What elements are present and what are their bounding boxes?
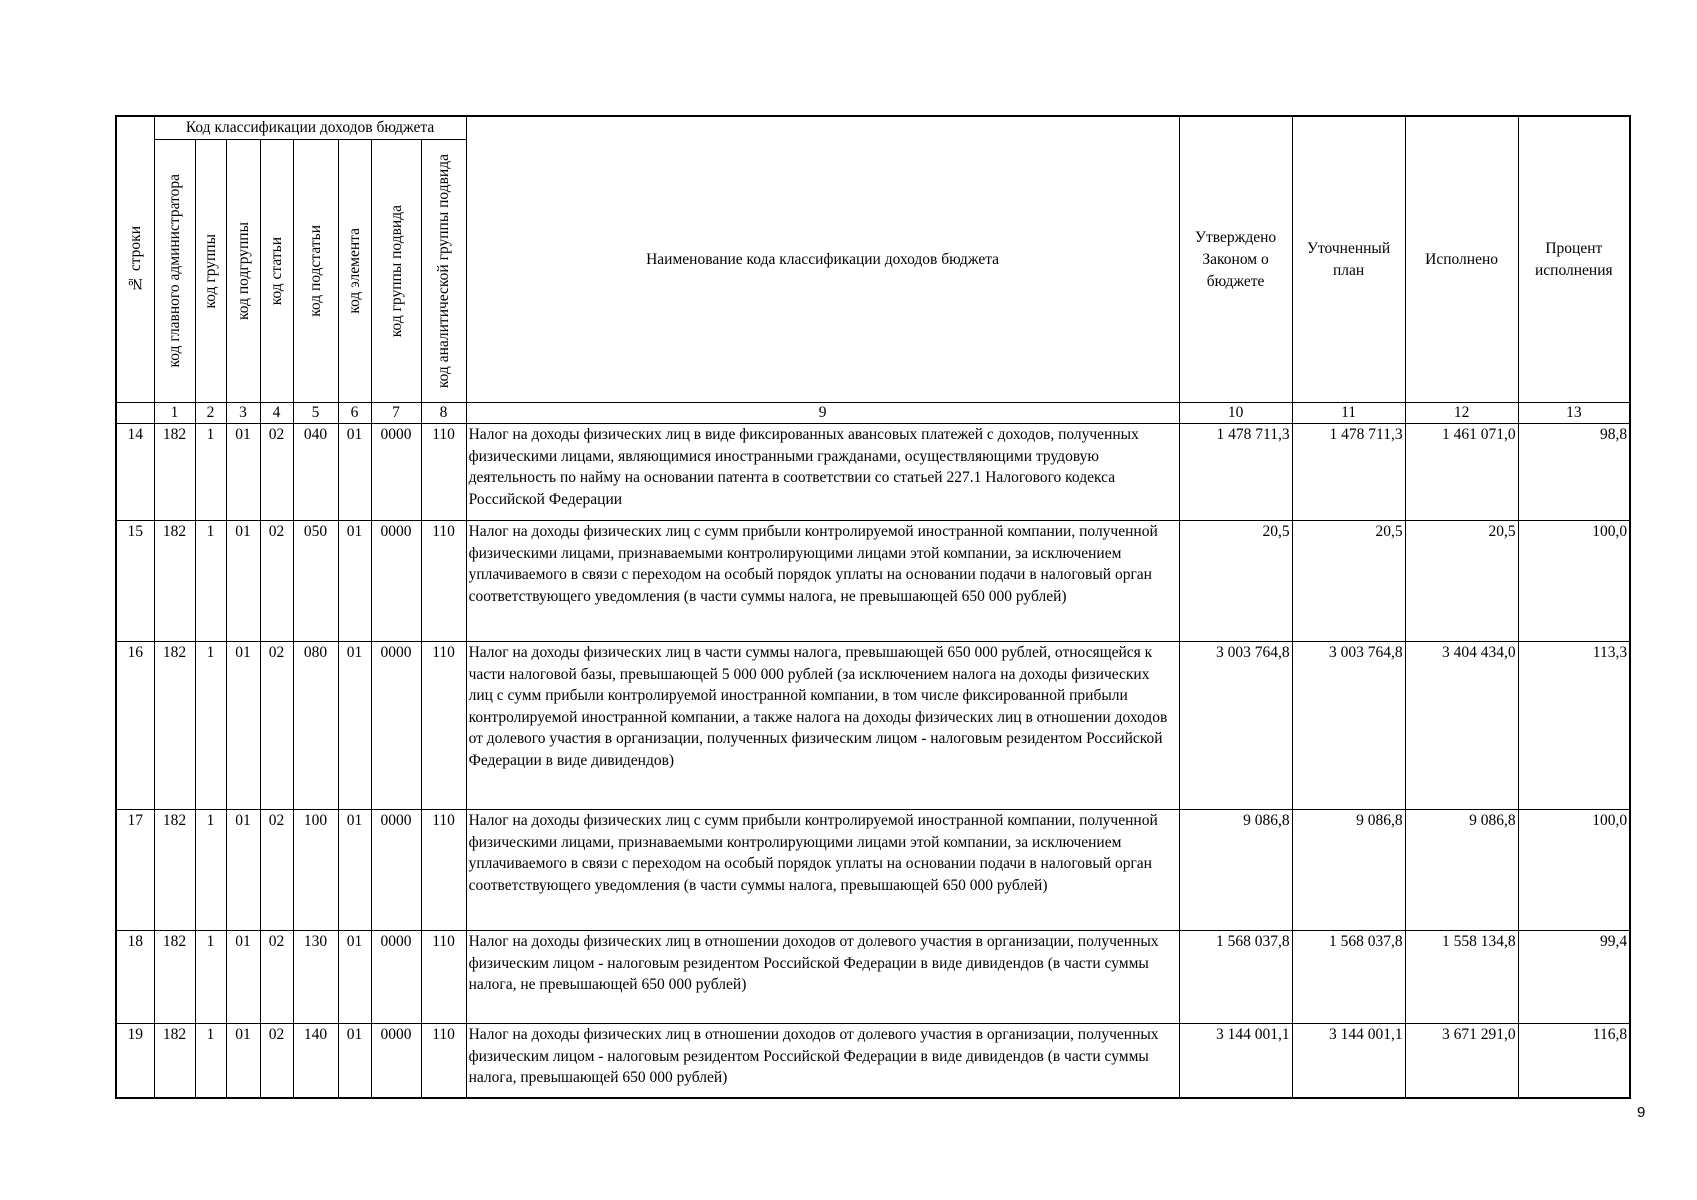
column-number: 12 xyxy=(1405,403,1518,424)
code-column-header: код элемента xyxy=(338,140,371,403)
classification-code-group-header: Код классификации доходов бюджета xyxy=(154,116,466,140)
subarticle-code-cell: 100 xyxy=(293,810,338,931)
refined-plan-cell: 9 086,8 xyxy=(1292,810,1405,931)
revenue-name-cell: Налог на доходы физических лиц в части суммы налога, превышающей 650 000 рублей, относящейся к части налоговой базы, превышающей 5 000 000 рублей (за исключением налога на доходы физических лиц с сумм прибыли контролируемой иностранной компании, в том числе фиксированной прибыли контролируемой иностранной компании, а также налога на доходы физических лиц в отношении доходов от долевого участия в организации, полученных физическим лицом - налоговым резидентом Российской Федерации в виде дивидендов) xyxy=(466,642,1179,810)
article-code-cell: 02 xyxy=(260,642,293,810)
code-column-header: код группы xyxy=(195,140,226,403)
page-number: 9 xyxy=(1637,1104,1646,1121)
subtype-group-code-cell: 0000 xyxy=(371,424,421,521)
subarticle-code-cell: 140 xyxy=(293,1024,338,1098)
column-number: 9 xyxy=(466,403,1179,424)
element-code-cell: 01 xyxy=(338,1024,371,1098)
refined-plan-cell: 1 568 037,8 xyxy=(1292,931,1405,1024)
subgroup-code-cell: 01 xyxy=(226,931,260,1024)
element-code-cell: 01 xyxy=(338,642,371,810)
subgroup-code-cell: 01 xyxy=(226,810,260,931)
article-code-cell: 02 xyxy=(260,424,293,521)
executed-amount-cell: 1 461 071,0 xyxy=(1405,424,1518,521)
subgroup-code-cell: 01 xyxy=(226,521,260,642)
element-code-cell: 01 xyxy=(338,424,371,521)
row-number-cell: 15 xyxy=(116,521,154,642)
row-number-cell: 14 xyxy=(116,424,154,521)
analytic-group-code-cell: 110 xyxy=(421,931,466,1024)
admin-code-cell: 182 xyxy=(154,931,195,1024)
admin-code-cell: 182 xyxy=(154,424,195,521)
article-code-cell: 02 xyxy=(260,1024,293,1098)
column-number: 8 xyxy=(421,403,466,424)
table-row xyxy=(116,642,1630,810)
execution-percent-cell: 100,0 xyxy=(1518,521,1630,642)
analytic-group-code-cell: 110 xyxy=(421,424,466,521)
refined-plan-cell: 20,5 xyxy=(1292,521,1405,642)
execution-percent-cell: 116,8 xyxy=(1518,1024,1630,1098)
approved-amount-cell: 1 568 037,8 xyxy=(1179,931,1292,1024)
refined-plan-cell: 1 478 711,3 xyxy=(1292,424,1405,521)
revenue-name-cell: Налог на доходы физических лиц в отношении доходов от долевого участия в организации, полученных физическим лицом - налоговым резидентом Российской Федерации в виде дивидендов (в части суммы налога, превышающей 650 000 рублей) xyxy=(466,1024,1179,1098)
analytic-group-code-cell: 110 xyxy=(421,642,466,810)
table-row xyxy=(116,521,1630,642)
subarticle-code-cell: 080 xyxy=(293,642,338,810)
element-code-cell: 01 xyxy=(338,810,371,931)
subarticle-code-cell: 040 xyxy=(293,424,338,521)
column-number: 7 xyxy=(371,403,421,424)
refined-plan-column-header: Уточненный план xyxy=(1292,116,1405,403)
execution-percent-cell: 113,3 xyxy=(1518,642,1630,810)
group-code-cell: 1 xyxy=(195,521,226,642)
revenue-name-cell: Налог на доходы физических лиц с сумм прибыли контролируемой иностранной компании, полученной физическими лицами, признаваемыми контролирующими лицами этой компании, за исключением уплачиваемого в связи с переходом на особый порядок уплаты на основании подачи в налоговый орган соответствующего уведомления (в части суммы налога, превышающей 650 000 рублей) xyxy=(466,810,1179,931)
subtype-group-code-cell: 0000 xyxy=(371,1024,421,1098)
element-code-cell: 01 xyxy=(338,521,371,642)
row-number-header-label: № строки xyxy=(126,226,144,293)
approved-amount-cell: 3 144 001,1 xyxy=(1179,1024,1292,1098)
executed-amount-cell: 3 404 434,0 xyxy=(1405,642,1518,810)
budget-revenue-table xyxy=(115,115,1631,1099)
percent-column-header: Процент исполнения xyxy=(1518,116,1630,403)
subtype-group-code-cell: 0000 xyxy=(371,810,421,931)
group-code-cell: 1 xyxy=(195,1024,226,1098)
analytic-group-code-cell: 110 xyxy=(421,521,466,642)
column-number-row xyxy=(116,403,1630,424)
table-row xyxy=(116,424,1630,521)
analytic-group-code-cell: 110 xyxy=(421,1024,466,1098)
execution-percent-cell: 99,4 xyxy=(1518,931,1630,1024)
admin-code-cell: 182 xyxy=(154,810,195,931)
table-row xyxy=(116,810,1630,931)
subgroup-code-cell: 01 xyxy=(226,1024,260,1098)
subgroup-code-cell: 01 xyxy=(226,642,260,810)
executed-amount-cell: 20,5 xyxy=(1405,521,1518,642)
subtype-group-code-cell: 0000 xyxy=(371,931,421,1024)
column-number: 1 xyxy=(154,403,195,424)
revenue-name-cell: Налог на доходы физических лиц с сумм прибыли контролируемой иностранной компании, полученной физическими лицами, признаваемыми контролирующими лицами этой компании, за исключением уплачиваемого в связи с переходом на особый порядок уплаты на основании подачи в налоговый орган соответствующего уведомления (в части суммы налога, не превышающей 650 000 рублей) xyxy=(466,521,1179,642)
code-column-header: код подгруппы xyxy=(226,140,260,403)
article-code-cell: 02 xyxy=(260,810,293,931)
group-code-cell: 1 xyxy=(195,810,226,931)
refined-plan-cell: 3 144 001,1 xyxy=(1292,1024,1405,1098)
column-number: 4 xyxy=(260,403,293,424)
column-number: 11 xyxy=(1292,403,1405,424)
refined-plan-cell: 3 003 764,8 xyxy=(1292,642,1405,810)
subarticle-code-cell: 050 xyxy=(293,521,338,642)
article-code-cell: 02 xyxy=(260,931,293,1024)
code-column-header: код группы подвида xyxy=(371,140,421,403)
code-column-header: код аналитической группы подвида xyxy=(421,140,466,403)
approved-amount-cell: 20,5 xyxy=(1179,521,1292,642)
column-number: 2 xyxy=(195,403,226,424)
column-number: 6 xyxy=(338,403,371,424)
analytic-group-code-cell: 110 xyxy=(421,810,466,931)
subgroup-code-cell: 01 xyxy=(226,424,260,521)
code-column-header: код подстатьи xyxy=(293,140,338,403)
code-column-header: код главного администратора xyxy=(154,140,195,403)
element-code-cell: 01 xyxy=(338,931,371,1024)
group-code-cell: 1 xyxy=(195,424,226,521)
code-column-header: код статьи xyxy=(260,140,293,403)
revenue-name-cell: Налог на доходы физических лиц в виде фиксированных авансовых платежей с доходов, полученных физическими лицами, являющимися иностранными гражданами, осуществляющими трудовую деятельность по найму на основании патента в соответствии со статьей 227.1 Налогового кодекса Российской Федерации xyxy=(466,424,1179,521)
header-row-top xyxy=(116,116,1630,140)
row-number-cell: 19 xyxy=(116,1024,154,1098)
approved-amount-cell: 9 086,8 xyxy=(1179,810,1292,931)
subtype-group-code-cell: 0000 xyxy=(371,642,421,810)
row-number-header xyxy=(116,116,154,403)
table-row xyxy=(116,1024,1630,1098)
table-row xyxy=(116,931,1630,1024)
revenue-name-cell: Налог на доходы физических лиц в отношении доходов от долевого участия в организации, полученных физическим лицом - налоговым резидентом Российской Федерации в виде дивидендов (в части суммы налога, не превышающей 650 000 рублей) xyxy=(466,931,1179,1024)
execution-percent-cell: 98,8 xyxy=(1518,424,1630,521)
executed-amount-cell: 3 671 291,0 xyxy=(1405,1024,1518,1098)
subarticle-code-cell: 130 xyxy=(293,931,338,1024)
executed-amount-cell: 1 558 134,8 xyxy=(1405,931,1518,1024)
admin-code-cell: 182 xyxy=(154,642,195,810)
group-code-cell: 1 xyxy=(195,931,226,1024)
column-number xyxy=(116,403,154,424)
column-number: 3 xyxy=(226,403,260,424)
name-column-header: Наименование кода классификации доходов бюджета xyxy=(466,116,1179,403)
admin-code-cell: 182 xyxy=(154,1024,195,1098)
row-number-cell: 18 xyxy=(116,931,154,1024)
approved-amount-cell: 3 003 764,8 xyxy=(1179,642,1292,810)
article-code-cell: 02 xyxy=(260,521,293,642)
execution-percent-cell: 100,0 xyxy=(1518,810,1630,931)
executed-amount-cell: 9 086,8 xyxy=(1405,810,1518,931)
column-number: 5 xyxy=(293,403,338,424)
approved-amount-cell: 1 478 711,3 xyxy=(1179,424,1292,521)
executed-column-header: Исполнено xyxy=(1405,116,1518,403)
admin-code-cell: 182 xyxy=(154,521,195,642)
column-number: 13 xyxy=(1518,403,1630,424)
group-code-cell: 1 xyxy=(195,642,226,810)
row-number-cell: 17 xyxy=(116,810,154,931)
row-number-cell: 16 xyxy=(116,642,154,810)
column-number: 10 xyxy=(1179,403,1292,424)
subtype-group-code-cell: 0000 xyxy=(371,521,421,642)
approved-column-header: Утверждено Законом о бюджете xyxy=(1179,116,1292,403)
